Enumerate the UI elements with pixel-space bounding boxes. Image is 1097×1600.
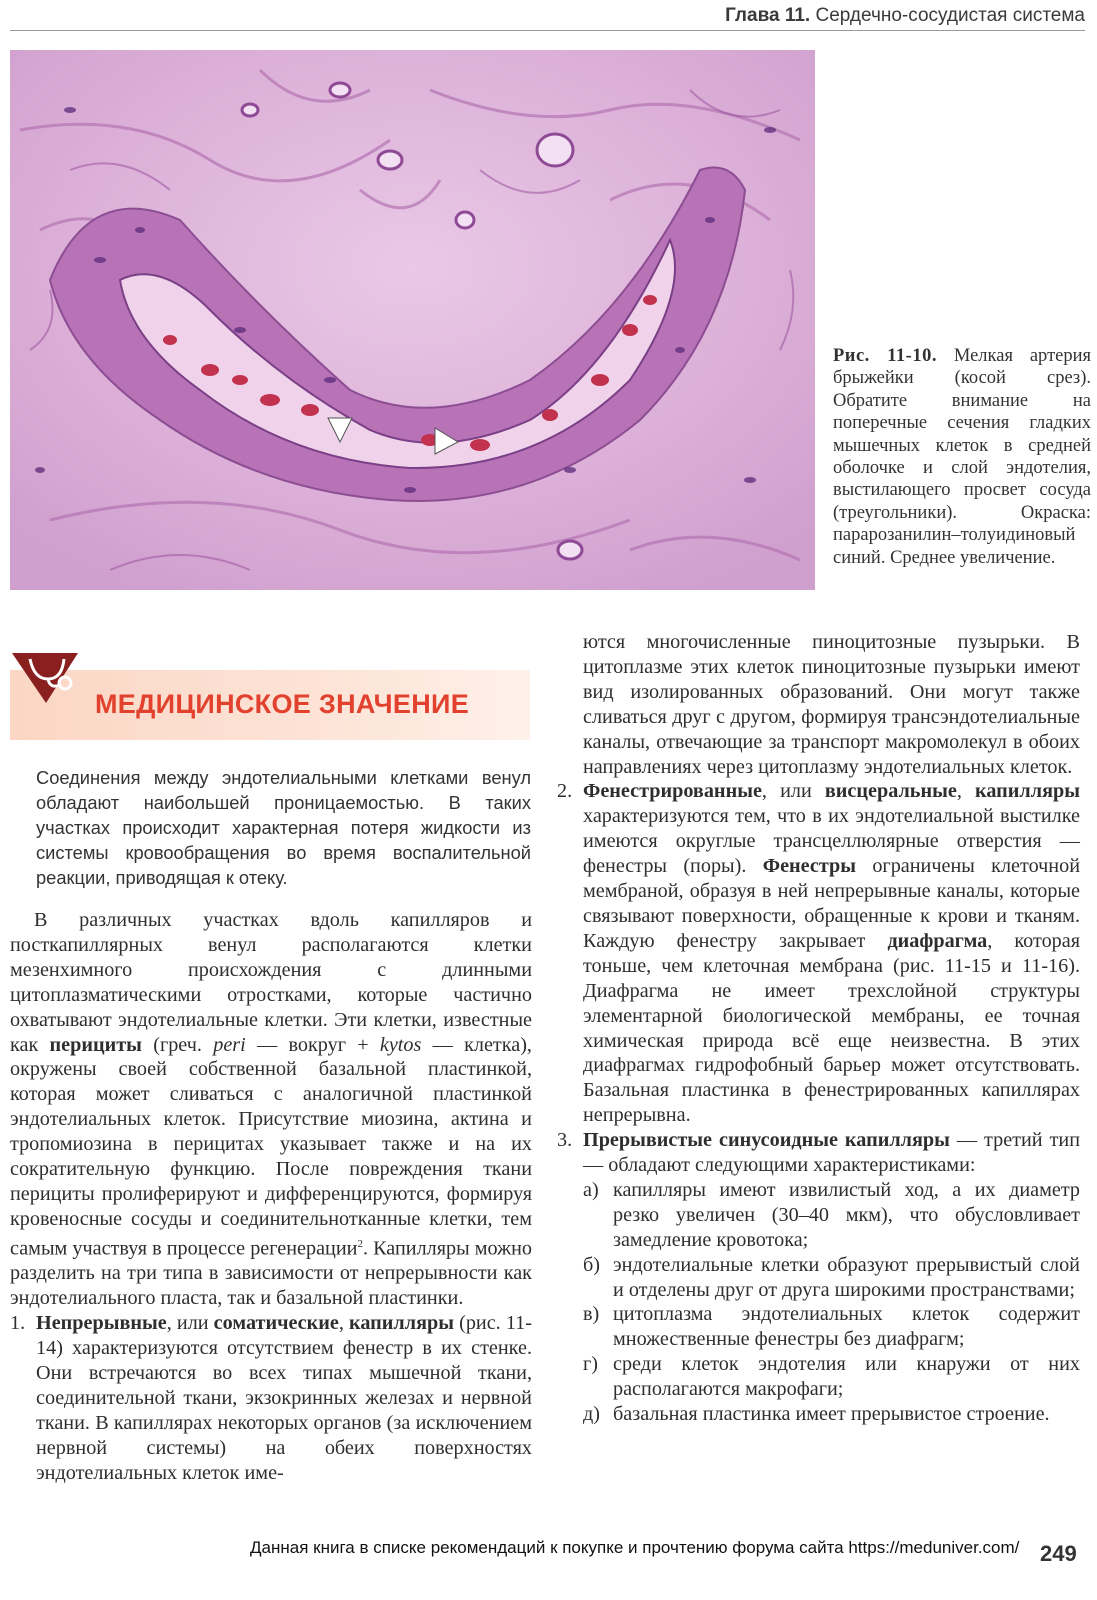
micrograph-figure: [10, 50, 815, 590]
list-item-sinusoid-capillaries: 3. Прерывистые синусоидные капилляры — третий тип — обладают следующими характеристиками:: [557, 1129, 1081, 1177]
term-pericytes: перициты: [49, 1033, 142, 1056]
medical-title: МЕДИЦИНСКОЕ ЗНАЧЕНИЕ: [95, 689, 470, 719]
medical-significance-box: [10, 645, 530, 900]
list-item-continuous-capillaries: 1. Непрерывные, или соматические, капилляры (рис. 11-14) характеризуются отсутствием фенестр в их стенке. Они встречаются во всех типах мышечной ткани, соединительной ткани, экзокринных железах и нервной ткани. В капиллярах некоторых органов (за исключением нервной системы) на обеих поверхностях эндотелиальных клеток име-: [10, 1312, 532, 1484]
chapter-number: Глава 11.: [725, 5, 811, 26]
page-number: 249: [1040, 1541, 1077, 1566]
sub-item: в) цитоплазма эндотелиальных клеток содержит множественные фенестры без диафрагм;: [583, 1303, 1080, 1351]
chapter-title: Сердечно-сосудистая система: [815, 5, 1085, 26]
sub-item: б) эндотелиальные клетки образуют прерывистый слой и отделены друг от друга широкими пространствами;: [583, 1253, 1080, 1301]
page-header: [10, 2, 1085, 31]
medical-text: Соединения между эндотелиальными клетками венул обладают наибольшей проницаемостью. В таких участках происходит характерная потеря жидкости из системы кровообращения во время воспалительной реакции, приводящая к отеку.: [36, 767, 531, 888]
footnote-mark: 2: [357, 1237, 363, 1250]
figure-caption: [833, 345, 1091, 569]
list-item-fenestrated-capillaries: 2. Фенестрированные, или висцеральные, капилляры характеризуются тем, что в их эндотелиальной выстилке имеются округлые трансцеллюлярные отверстия — фенестры (поры). Фенестры ограничены клеточной мембраной, образуя в ней непрерывные каналы, которые связывают поверхности, обращенные к крови и тканям. Каждую фенестру закрывает диафрагма, которая тоньше, чем клеточная мембрана (рис. 11-15 и 11-16). Диафрагма не имеет трехслойной структуры элементарной биологической мембраны, ее точная химическая природа всё еще неизвестна. В этих диафрагмах гидрофобный барьер может отсутствовать. Базальная пластинка в фенестрированных капиллярах непрерывна.: [557, 780, 1081, 1127]
left-column: [10, 908, 532, 1486]
pericytes-paragraph: В различных участках вдоль капилляров и посткапиллярных венул располагаются клетки мезенхимного происхождения с длинными цитоплазматическими отростками, которые частично охватывают эндотелиальные клетки. Эти клетки, известные как перициты (греч. peri — вокруг + kytos — клетка), окружены своей собственной базальной пластинкой, которая может сливаться с аналогичной пластинкой эндотелиальных клеток. Присутствие миозина, актина и тропомиозина в перицитах указывает также и на их сократительную функцию. После повреждения ткани перициты пролиферируют и дифференцируются, формируя кровеносные сосуды и соединительнотканные клетки, тем самым участвуя в процессе регенерации$^2$. Капилляры можно разделить на три типа в зависимости от непрерывности как эндотелиального пласта, так и базальной пластинки.: [10, 909, 532, 1310]
stethoscope-icon: [10, 645, 90, 725]
sub-item: г) среди клеток эндотелия или кнаружи от них располагаются макрофаги;: [583, 1353, 1080, 1401]
caption-label: Рис. 11-10.: [833, 346, 937, 366]
artery-micrograph: [10, 50, 815, 590]
sub-item: а) капилляры имеют извилистый ход, а их диаметр резко увеличен (30–40 мкм), что обусловливает замедление кровотока;: [583, 1178, 1080, 1251]
sub-item: д) базальная пластинка имеет прерывистое строение.: [583, 1403, 1050, 1426]
right-column: [557, 630, 1081, 1427]
continued-paragraph: ются многочисленные пиноцитозные пузырьки. В цитоплазме этих клеток пиноцитозные пузырьки имеют вид изолированных образований. Они могут также сливаться друг с другом, формируя трансэндотелиальные каналы, отвечающие за транспорт макромолекул в обоих направлениях через цитоплазму эндотелиальных клеток.: [583, 631, 1080, 778]
footer-notice: Данная книга в списке рекомендаций к покупке и прочтению форума сайта https://meduniver.com/: [250, 1538, 1020, 1557]
caption-text: Мелкая артерия брыжейки (косой срез). Обратите внимание на поперечные сечения гладких мышечных клеток в средней оболочке и слой эндотелия, выстилающего просвет сосуда (треугольники). Окраска: парарозанилин–толуидиновый синий. Среднее увеличение.: [833, 346, 1092, 568]
